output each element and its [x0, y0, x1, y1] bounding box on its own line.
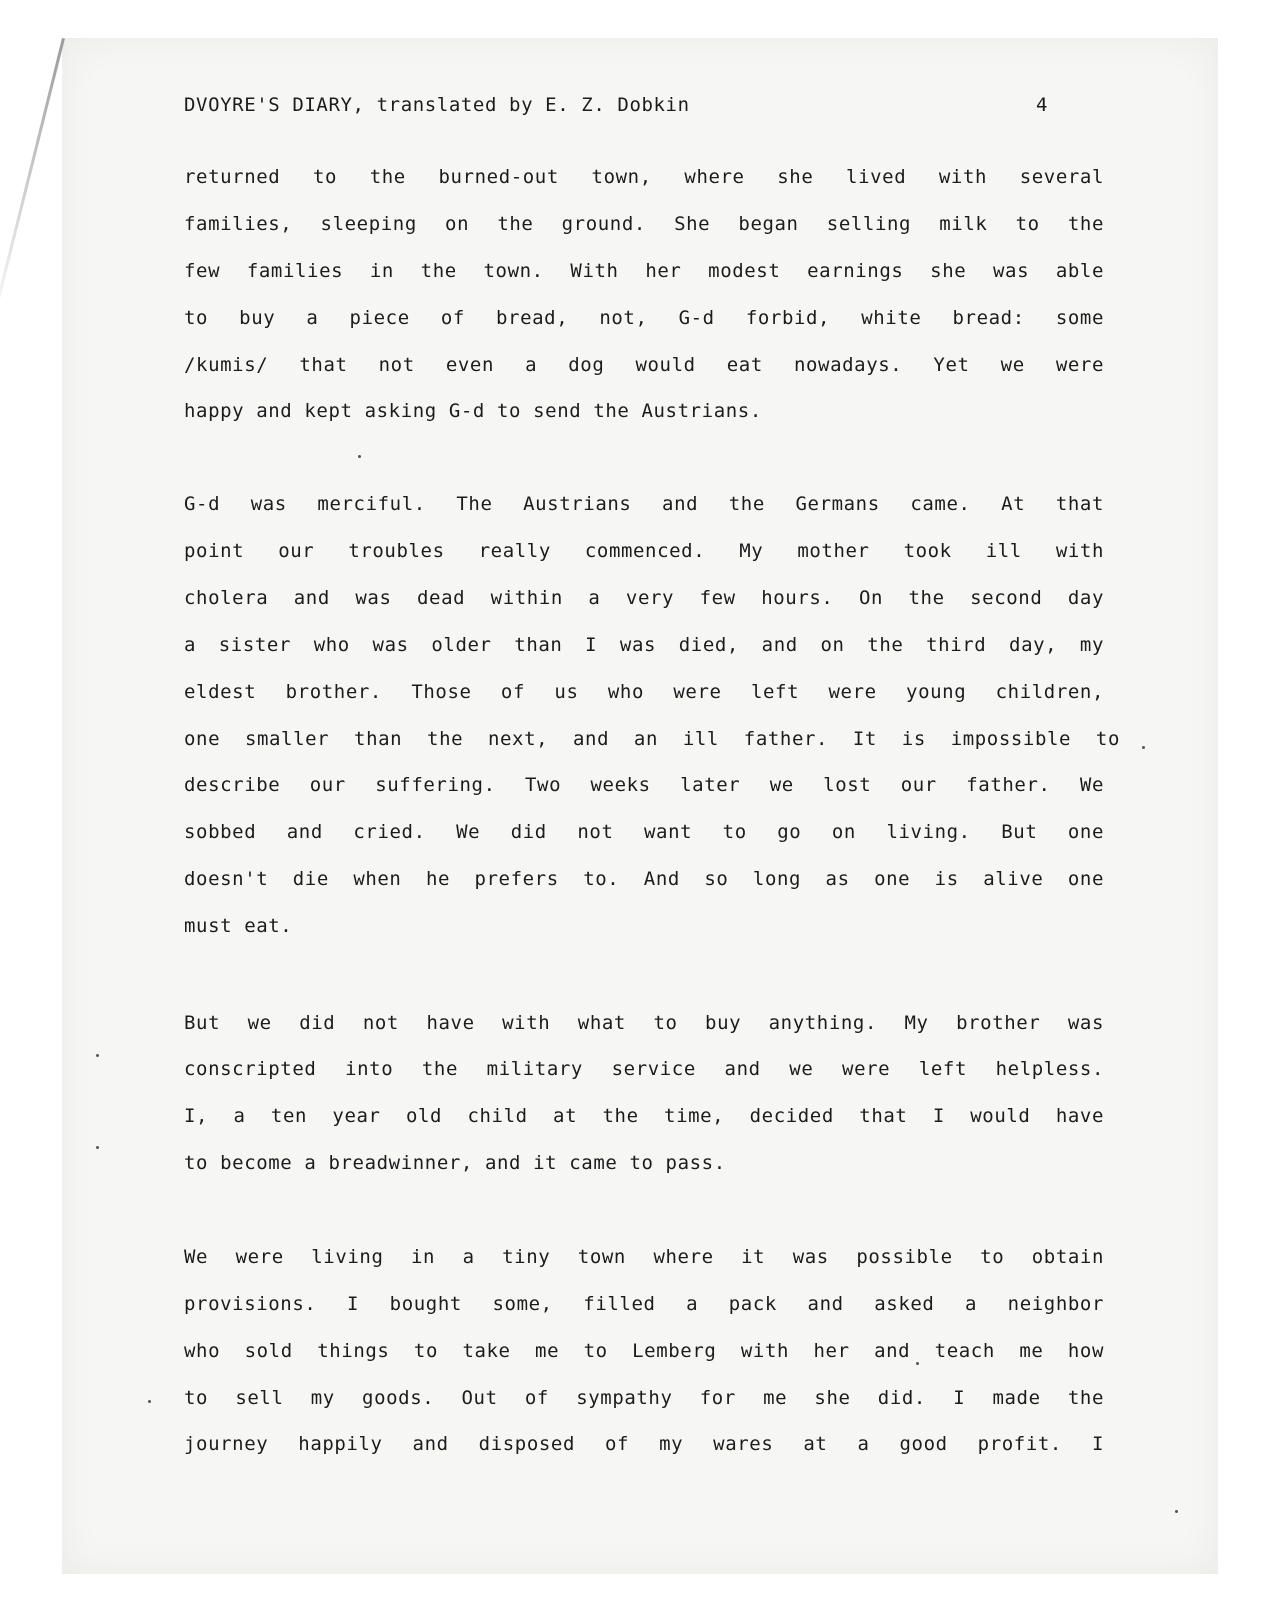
paragraph-2-line-4: a sister who was older than I was died, and on the third day, my — [184, 634, 1104, 656]
paragraph-2-line-7: describe our suffering. Two weeks later we lost our father. We — [184, 774, 1104, 796]
page-header-title: DVOYRE'S DIARY, translated by E. Z. Dobkin — [184, 94, 690, 116]
paragraph-1-line-1: returned to the burned-out town, where she lived with several — [184, 166, 1104, 188]
page-number: 4 — [1036, 94, 1049, 116]
paragraph-4-line-1: We were living in a tiny town where it was possible to obtain — [184, 1246, 1104, 1268]
paragraph-4-line-5: journey happily and disposed of my wares at a good profit. I — [184, 1433, 1104, 1455]
paragraph-3-line-4: to become a breadwinner, and it came to pass. — [184, 1152, 726, 1174]
scan-speck — [1175, 1510, 1178, 1513]
paragraph-3-line-3: I, a ten year old child at the time, decided that I would have — [184, 1105, 1104, 1127]
paragraph-2-line-3: cholera and was dead within a very few hours. On the second day — [184, 587, 1104, 609]
paragraph-3-line-1: But we did not have with what to buy anything. My brother was — [184, 1012, 1104, 1034]
paragraph-4-line-4: to sell my goods. Out of sympathy for me she did. I made the — [184, 1387, 1104, 1409]
paragraph-2-line-5: eldest brother. Those of us who were left were young children, — [184, 681, 1104, 703]
paragraph-1-line-3: few families in the town. With her modest earnings she was able — [184, 260, 1104, 282]
scan-speck — [1142, 746, 1145, 749]
paper-fold-edge — [0, 38, 65, 330]
scan-speck — [96, 1146, 99, 1149]
paragraph-2-line-10: must eat. — [184, 915, 293, 937]
paragraph-2-line-2: point our troubles really commenced. My mother took ill with — [184, 540, 1104, 562]
paragraph-2-line-8: sobbed and cried. We did not want to go on living. But one — [184, 821, 1104, 843]
scan-speck — [916, 1362, 919, 1365]
scan-speck — [358, 455, 361, 458]
paragraph-2-line-6: one smaller than the next, and an ill father. It is impossible to — [184, 728, 1120, 750]
paragraph-1-line-4: to buy a piece of bread, not, G-d forbid, white bread: some — [184, 307, 1104, 329]
paragraph-1-line-6: happy and kept asking G-d to send the Austrians. — [184, 400, 762, 422]
scan-speck — [148, 1400, 151, 1403]
scan-speck — [96, 1054, 99, 1057]
paragraph-2-line-9: doesn't die when he prefers to. And so long as one is alive one — [184, 868, 1104, 890]
paragraph-4-line-2: provisions. I bought some, filled a pack and asked a neighbor — [184, 1293, 1104, 1315]
paragraph-2-line-1: G-d was merciful. The Austrians and the Germans came. At that — [184, 493, 1104, 515]
paragraph-4-line-3: who sold things to take me to Lemberg with her and teach me how — [184, 1340, 1104, 1362]
paragraph-3-line-2: conscripted into the military service and we were left helpless. — [184, 1058, 1104, 1080]
paragraph-1-line-5: /kumis/ that not even a dog would eat nowadays. Yet we were — [184, 354, 1104, 376]
paragraph-1-line-2: families, sleeping on the ground. She began selling milk to the — [184, 213, 1104, 235]
